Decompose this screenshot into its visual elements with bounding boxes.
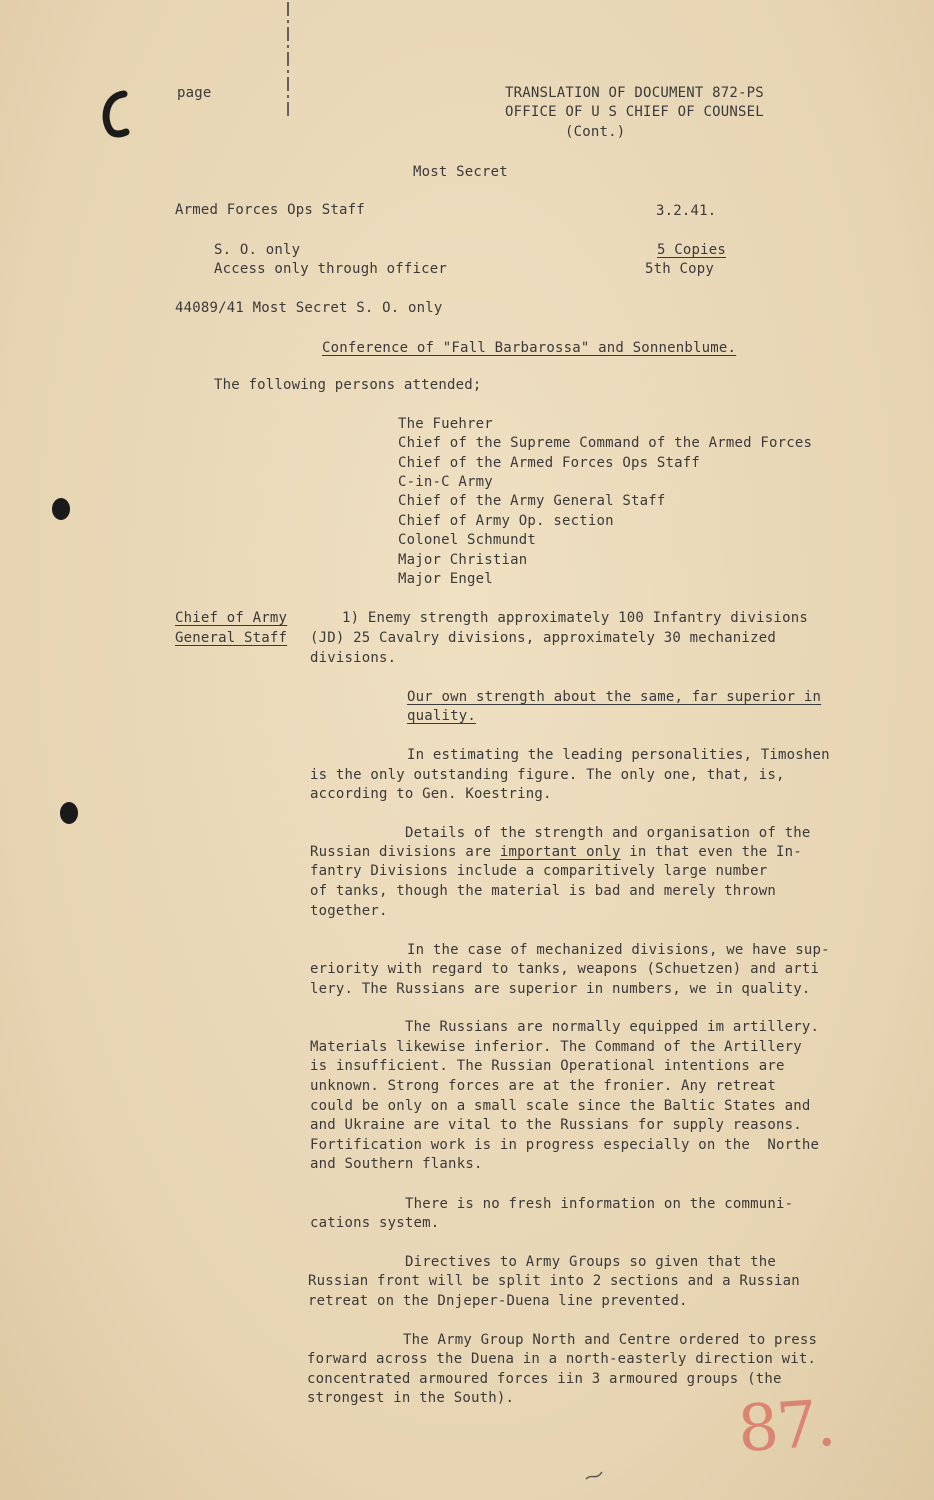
artillery-paragraph-line: is insufficient. The Russian Operational intentions are <box>310 1058 785 1074</box>
attendee-list-item: Major Engel <box>398 571 493 587</box>
item1-line: 1) Enemy strength approximately 100 Infantry divisions <box>342 610 808 626</box>
origin-office: Armed Forces Ops Staff <box>175 202 365 218</box>
document-date: 3.2.41. <box>656 203 717 219</box>
attendee-list-item: Chief of the Supreme Command of the Armed Forces <box>398 435 813 451</box>
directives-paragraph-line: retreat on the Dnjeper-Duena line prevented. <box>308 1293 688 1309</box>
speaker-label: Chief of Army <box>175 610 288 626</box>
artillery-paragraph-line: and Southern flanks. <box>310 1156 483 1172</box>
copy-number: 5th Copy <box>645 261 715 277</box>
details-paragraph-line: Details of the strength and organisation of the <box>405 825 811 841</box>
handwritten-page-number: 87. <box>735 1386 837 1468</box>
page-label: page <box>177 85 212 101</box>
attendee-list-item: Chief of the Army General Staff <box>398 493 666 509</box>
attendee-list-item: The Fuehrer <box>398 416 493 432</box>
classification: Most Secret <box>413 164 508 180</box>
army-group-paragraph-line: forward across the Duena in a north-easterly direction wit. <box>307 1351 817 1367</box>
staple-line-mark <box>284 0 292 122</box>
communications-paragraph-line: There is no fresh information on the communi- <box>405 1196 794 1212</box>
details-paragraph-line: of tanks, though the material is bad and merely thrown <box>310 883 776 899</box>
personalities-paragraph-line: is the only outstanding figure. The only one, that, is, <box>310 767 785 783</box>
mechanized-paragraph-line: lery. The Russians are superior in numbers, we in quality. <box>310 981 811 997</box>
attendee-list-item: Chief of Army Op. section <box>398 513 614 529</box>
mechanized-paragraph-line: eriority with regard to tanks, weapons (Schuetzen) and arti <box>310 961 820 977</box>
personalities-paragraph-line: In estimating the leading personalities, Timoshen <box>407 747 830 763</box>
access-note: Access only through officer <box>214 261 447 277</box>
artillery-paragraph-line: and Ukraine are vital to the Russians for supply reasons. <box>310 1117 802 1133</box>
artillery-paragraph-line: Fortification work is in progress especially on the Northe <box>310 1137 820 1153</box>
attendee-list-item: Chief of the Armed Forces Ops Staff <box>398 455 701 471</box>
army-group-paragraph-line: strongest in the South). <box>307 1390 515 1406</box>
attendee-list-item: C-in-C Army <box>398 474 493 490</box>
so-only-note: S. O. only <box>214 242 301 258</box>
details-paragraph-line: together. <box>310 903 388 919</box>
details-paragraph-line: fantry Divisions include a comparitively large number <box>310 863 768 879</box>
details-paragraph-line: Russian divisions are important only in that even the In- <box>310 844 802 860</box>
punch-hole-lower <box>60 802 78 824</box>
reference-number: 44089/41 Most Secret S. O. only <box>175 300 443 316</box>
continued-label: (Cont.) <box>565 124 626 140</box>
artillery-paragraph-line: The Russians are normally equipped im artillery. <box>405 1019 820 1035</box>
directives-paragraph-line: Directives to Army Groups so given that the <box>405 1254 777 1270</box>
attendee-list-item: Major Christian <box>398 552 528 568</box>
punch-hole-upper <box>52 498 70 520</box>
own-strength-note: quality. <box>407 708 477 724</box>
item1-line: divisions. <box>310 650 397 666</box>
item1-line: (JD) 25 Cavalry divisions, approximately 30 mechanized <box>310 630 776 646</box>
army-group-paragraph-line: concentrated armoured forces iin 3 armoured groups (the <box>307 1371 782 1387</box>
personalities-paragraph-line: according to Gen. Koestring. <box>310 786 552 802</box>
artillery-paragraph-line: Materials likewise inferior. The Command of the Artillery <box>310 1039 802 1055</box>
margin-bracket-mark <box>96 88 132 138</box>
attendee-list-item: Colonel Schmundt <box>398 532 537 548</box>
mechanized-paragraph-line: In the case of mechanized divisions, we have sup- <box>407 942 830 958</box>
speaker-label: General Staff <box>175 630 288 646</box>
conference-title: Conference of "Fall Barbarossa" and Sonnenblume. <box>322 340 737 356</box>
translation-title: TRANSLATION OF DOCUMENT 872-PS <box>505 85 764 101</box>
artillery-paragraph-line: unknown. Strong forces are at the fronier. Any retreat <box>310 1078 776 1094</box>
artillery-paragraph-line: could be only on a small scale since the Baltic States and <box>310 1098 811 1114</box>
copies-count: 5 Copies <box>657 242 727 258</box>
own-strength-note: Our own strength about the same, far superior in <box>407 689 822 705</box>
counsel-office: OFFICE OF U S CHIEF OF COUNSEL <box>505 104 764 120</box>
army-group-paragraph-line: The Army Group North and Centre ordered to press <box>403 1332 818 1348</box>
attendance-intro: The following persons attended; <box>214 377 482 393</box>
communications-paragraph-line: cations system. <box>310 1215 440 1231</box>
directives-paragraph-line: Russian front will be split into 2 sections and a Russian <box>308 1273 800 1289</box>
bottom-pencil-mark <box>584 1468 604 1482</box>
